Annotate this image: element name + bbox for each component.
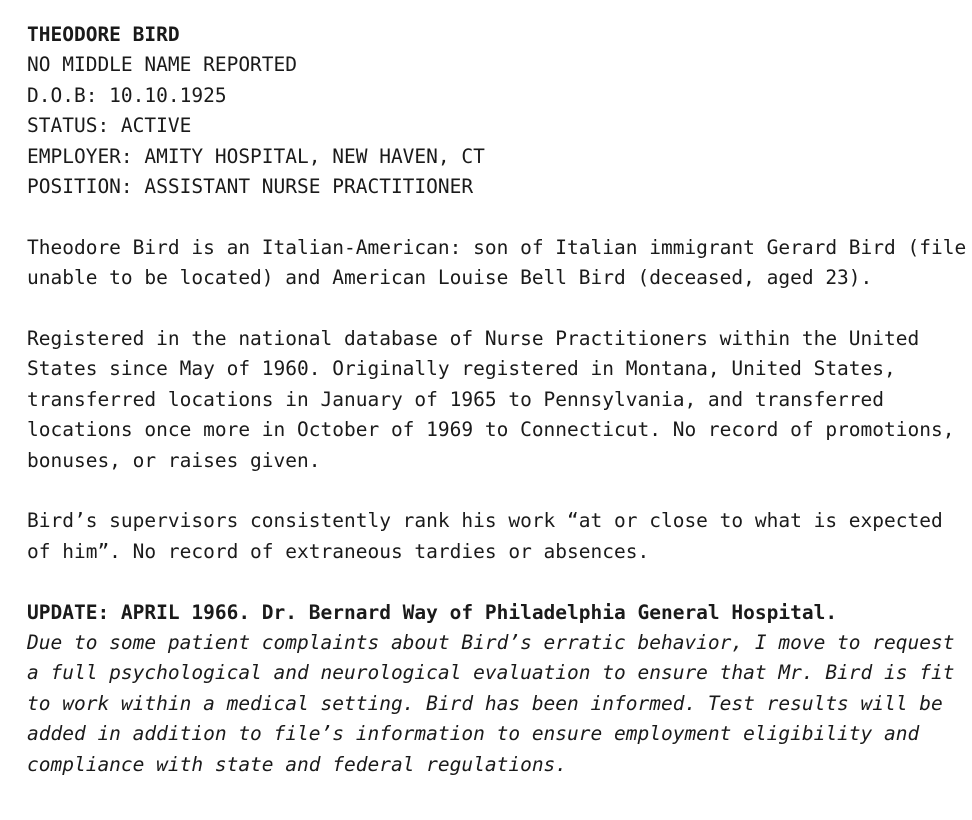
background-paragraph: Theodore Bird is an Italian-American: son of Italian immigrant Gerard Bird (file unable to be located) and American Louise Bell Bird (deceased, aged 23). — [27, 235, 967, 290]
registration-paragraph: Registered in the national database of Nurse Practitioners within the United States since May of 1960. Originally registered in Montana, United States, transferred locations in January of 1965 to Pennsylvania, and transferred locations once more in October of 1969 to Connecticut. No record of promotions, bonuses, or raises given. — [27, 327, 955, 472]
employee-name: THEODORE BIRD — [27, 23, 180, 46]
update-heading: UPDATE: APRIL 1966. Dr. Bernard Way of Philadelphia General Hospital. — [27, 600, 838, 624]
personnel-file-document — [27, 20, 967, 780]
performance-paragraph: Bird’s supervisors consistently rank his work “at or close to what is expected of him”. No record of extraneous tardies or absences. — [27, 509, 943, 563]
dob-field: D.O.B: 10.10.1925 — [27, 83, 227, 107]
employer-field: EMPLOYER: AMITY HOSPITAL, NEW HAVEN, CT — [27, 144, 485, 168]
middle-name-field: NO MIDDLE NAME REPORTED — [27, 53, 298, 77]
position-field: POSITION: ASSISTANT NURSE PRACTITIONER — [27, 175, 474, 199]
spacer — [27, 567, 967, 597]
update-body: Due to some patient complaints about Bird’s erratic behavior, I move to request a full psychological and neurological evaluation to ensure that Mr. Bird is fit to work within a medical setting. Bird has been informed. Test results will be added in addition to file’s information to ensure employment eligibility and compliance with state and federal regulations. — [27, 631, 955, 776]
update-note — [27, 598, 967, 780]
record-header — [27, 20, 967, 202]
spacer — [27, 202, 967, 232]
status-field: STATUS: ACTIVE — [27, 114, 192, 138]
spacer — [27, 476, 967, 506]
spacer — [27, 294, 967, 324]
